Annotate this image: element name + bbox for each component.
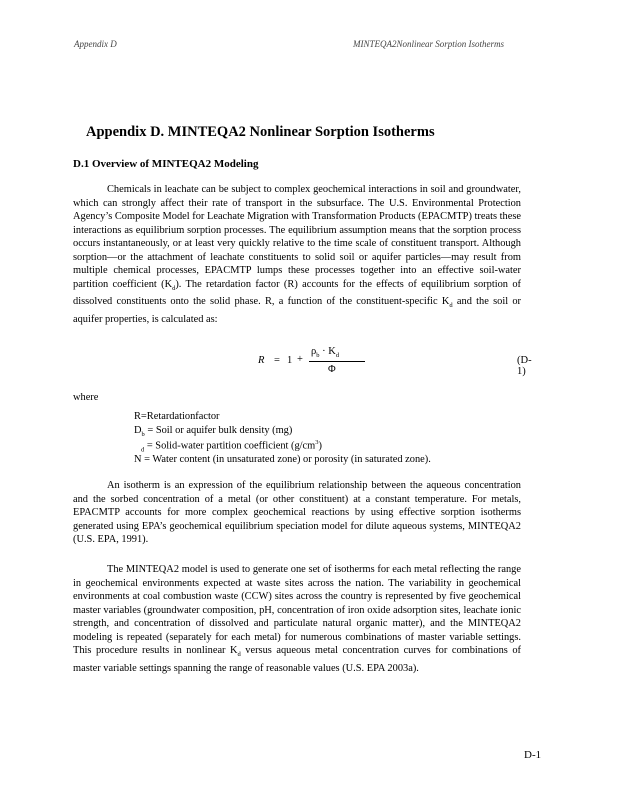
definition-bulk-density-subscript: b [141, 431, 145, 439]
definition-retardation: R=Retardationfactor [134, 411, 220, 422]
paragraph-overview-mid: ). The retardation factor (R) accounts for the effects of equilibrium sorption of dissolved constituents onto the solid phase. R, a function of the constituent-specific K [73, 278, 521, 308]
equation-plus: + [297, 354, 303, 365]
equation-number: (D-1) [517, 355, 532, 377]
equation-equals: = [274, 355, 280, 366]
definition-bulk-density-symbol: D [134, 425, 142, 436]
where-label: where [73, 392, 99, 403]
equation-denominator: Φ [328, 364, 336, 375]
definition-bulk-density-text: = Soil or aquifer bulk density (mg) [144, 425, 293, 436]
definition-partition-coefficient [134, 439, 322, 454]
equation-k: K [328, 346, 336, 357]
paragraph-overview-end: and the soil or aquifer properties, is calculated as: [73, 296, 521, 325]
paragraph-minteqa2-end: versus aqueous metal concentration curves for combinations of master variable settings spanning the range of reasonable values (U.S. EPA 2003a). [73, 645, 521, 674]
equation-rho-subscript: b [316, 352, 320, 360]
running-header-left: Appendix D [74, 39, 117, 49]
appendix-title: Appendix D. MINTEQA2 Nonlinear Sorption Isotherms [86, 124, 435, 140]
kd-subscript: d [237, 651, 241, 659]
equation-lhs: R [258, 355, 265, 366]
definition-partition-close: ) [318, 440, 322, 452]
kd-subscript: d [449, 302, 453, 310]
definition-partition-superscript: 3 [315, 439, 319, 446]
paragraph-minteqa2-text: The MINTEQA2 model is used to generate one set of isotherms for each metal reflecting the range in geochemical environments expected at waste sites across the nation. The variability in geochemical environments at coal combustion waste (CCW) sites across the country is represented by five geochemical master variables (groundwater composition, pH, concentration of iron oxide adsorption sites, leachate ionic strength, and concentration of dissolved and particulate natural organic matter), and the MINTEQA2 modeling is repeated (separately for each metal) for numerous combinations of master variable settings. This procedure results in nonlinear K [73, 564, 521, 656]
section-heading: D.1 Overview of MINTEQA2 Modeling [73, 158, 259, 170]
equation-k-subscript: d [335, 352, 340, 360]
fraction-bar [309, 361, 365, 362]
definition-bulk-density [134, 425, 292, 438]
equation-operator: · [322, 346, 326, 357]
paragraph-isotherm-text: An isotherm is an expression of the equilibrium relationship between the aqueous concentration and the sorbed concentration of a metal (or other constituent) at a constant temperature. For metals, EPACMTP accounts for more complex geochemical reactions by using effective sorption isotherms generated using EPA’s geochemical equilibrium speciation model for dilute aqueous systems, MINTEQA2 (U.S. EPA, 1991). [73, 480, 521, 545]
page-number: D-1 [524, 749, 542, 761]
paragraph-overview-text: Chemicals in leachate can be subject to complex geochemical interactions in soil and groundwater, which can strongly affect their rate of transport in the subsurface. The U.S. Environmental Protection Agency’s Composite Model for Leachate Migration with Transformation Products (EPACMTP) treats these interactions as equilibrium sorption processes. The equilibrium assumption means that the sorption process occurs instantaneously, or at least very quickly relative to the time scale of constituent transport. Although sorption—or the attachment of leachate constituents to solid soil or aquifer particles—may result from multiple chemical processes, EPACMTP lumps these processes together into an effective soil-water partition coefficient (K [73, 184, 521, 290]
equation-rho: ρ [311, 346, 317, 357]
definition-partition-subscript: d [141, 446, 145, 454]
paragraph-isotherm [73, 479, 521, 547]
equation-one: 1 [287, 355, 293, 366]
definition-water-content: N = Water content (in unsaturated zone) or porosity (in saturated zone). [134, 454, 431, 465]
paragraph-overview [73, 183, 521, 326]
equation-numerator [311, 346, 339, 359]
paragraph-minteqa2 [73, 563, 521, 675]
running-header-right: MINTEQA2Nonlinear Sorption Isotherms [353, 39, 505, 49]
retardation-equation [255, 346, 540, 380]
definition-partition-text: = Solid-water partition coefficient (g/cm [144, 440, 316, 452]
kd-subscript: d [172, 284, 176, 292]
